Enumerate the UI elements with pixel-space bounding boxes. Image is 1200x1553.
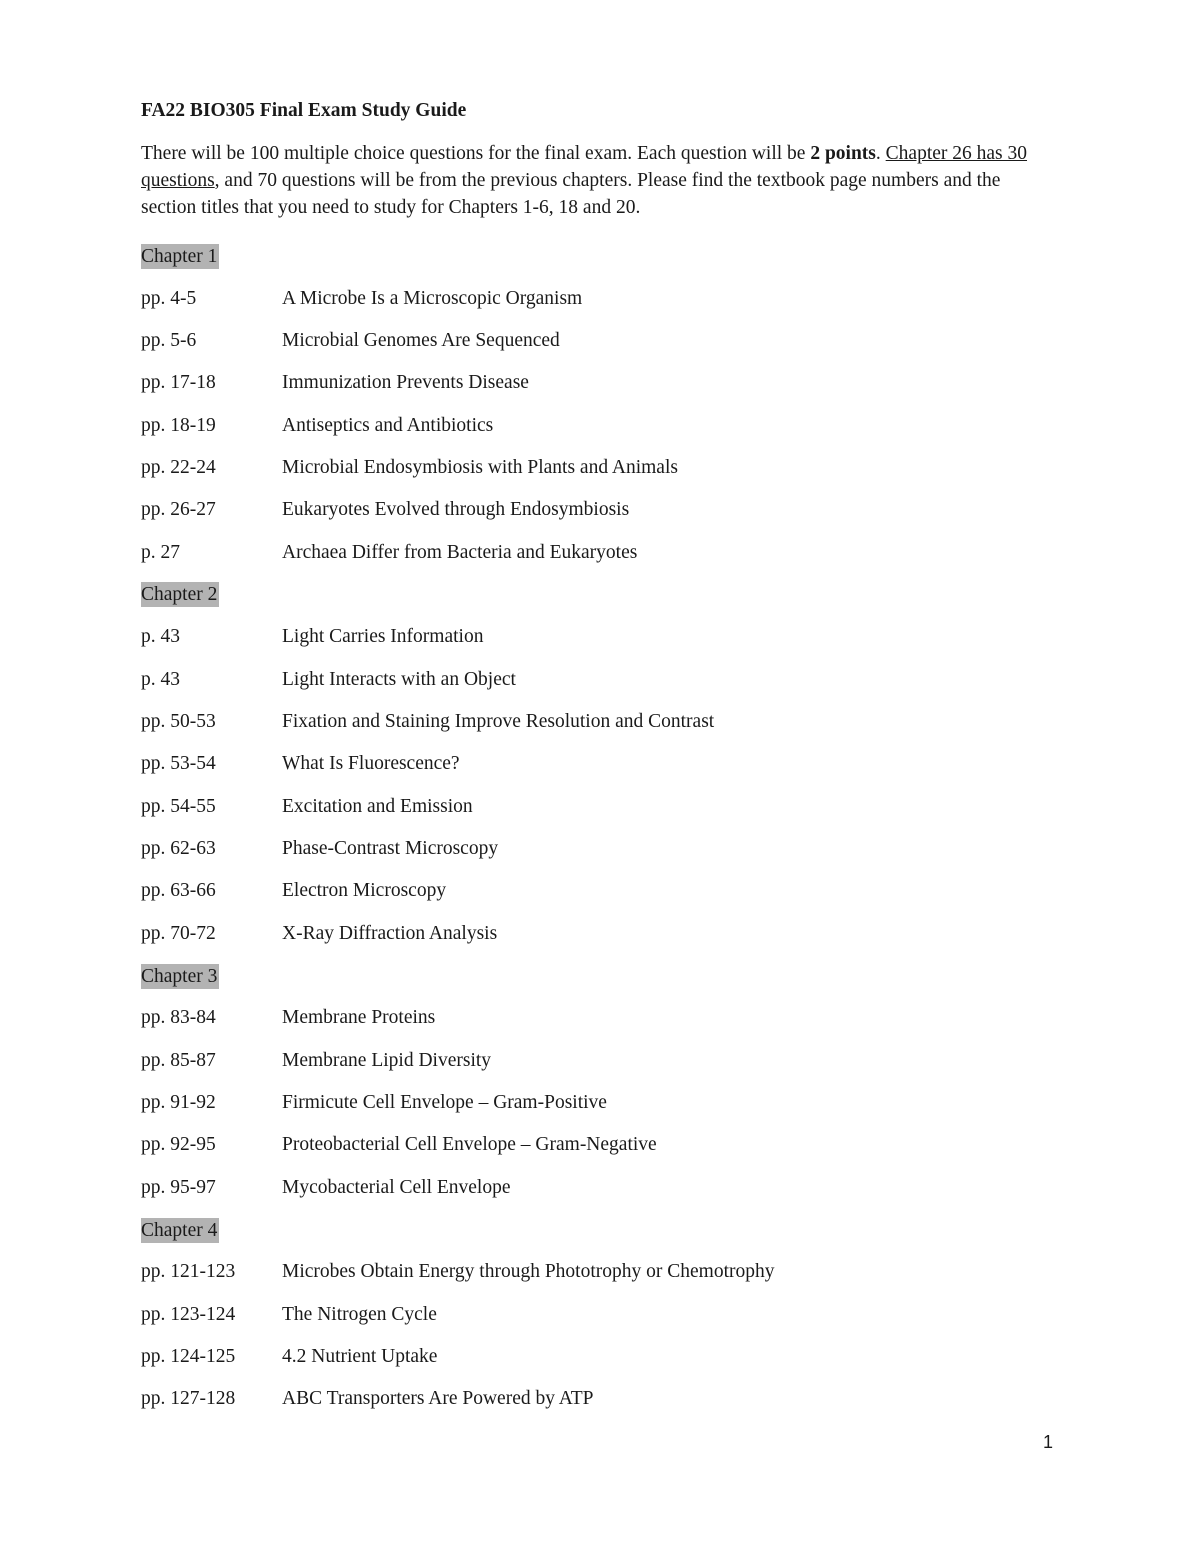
section-title: Fixation and Staining Improve Resolution and Contrast xyxy=(282,710,715,732)
list-item xyxy=(141,1336,1061,1378)
chapter-heading xyxy=(141,955,1061,997)
section-title: Excitation and Emission xyxy=(282,795,473,817)
chapter-label: Chapter 4 xyxy=(141,1219,218,1241)
section-title: Immunization Prevents Disease xyxy=(282,372,529,394)
section-title: Electron Microscopy xyxy=(282,880,447,902)
chapter-heading xyxy=(141,574,1061,616)
page-range: pp. 92-95 xyxy=(141,1134,216,1156)
page-range: pp. 127-128 xyxy=(141,1388,236,1410)
list-item xyxy=(141,1082,1061,1124)
list-item xyxy=(141,616,1061,658)
chapter-heading xyxy=(141,1209,1061,1251)
page-range: pp. 62-63 xyxy=(141,837,216,859)
list-item xyxy=(141,531,1061,573)
page-range: p. 43 xyxy=(141,626,180,648)
list-item xyxy=(141,1294,1061,1336)
list-item xyxy=(141,362,1061,404)
list-item xyxy=(141,785,1061,827)
list-item xyxy=(141,913,1061,955)
chapter-label: Chapter 3 xyxy=(141,965,218,987)
section-title: The Nitrogen Cycle xyxy=(282,1303,437,1325)
page-range: p. 43 xyxy=(141,668,180,690)
page-range: pp. 95-97 xyxy=(141,1176,216,1198)
section-title: 4.2 Nutrient Uptake xyxy=(282,1346,438,1368)
study-list xyxy=(141,235,1061,1421)
list-item xyxy=(141,828,1061,870)
section-title: Microbes Obtain Energy through Phototrophy or Chemotrophy xyxy=(282,1261,775,1283)
list-item xyxy=(141,997,1061,1039)
section-title: Firmicute Cell Envelope – Gram-Positive xyxy=(282,1092,607,1114)
list-item xyxy=(141,870,1061,912)
list-item xyxy=(141,404,1061,446)
page-range: pp. 70-72 xyxy=(141,922,216,944)
page-range: pp. 85-87 xyxy=(141,1049,216,1071)
page-range: pp. 54-55 xyxy=(141,795,216,817)
section-title: Light Interacts with an Object xyxy=(282,668,516,690)
list-item xyxy=(141,701,1061,743)
list-item xyxy=(141,658,1061,700)
page-range: pp. 5-6 xyxy=(141,329,197,351)
page-range: pp. 124-125 xyxy=(141,1346,236,1368)
section-title: Mycobacterial Cell Envelope xyxy=(282,1176,511,1198)
intro-points-bold: 2 points xyxy=(810,143,876,164)
page-range: pp. 17-18 xyxy=(141,372,216,394)
section-title: Membrane Lipid Diversity xyxy=(282,1049,492,1071)
intro-text-1: There will be 100 multiple choice questions for the final exam. Each question will be xyxy=(141,143,811,164)
page-range: pp. 53-54 xyxy=(141,753,216,775)
section-title: ABC Transporters Are Powered by ATP xyxy=(282,1388,594,1410)
section-title: Archaea Differ from Bacteria and Eukaryotes xyxy=(282,541,638,563)
page-range: pp. 50-53 xyxy=(141,710,216,732)
intro-chapter26-underlined: Chapter 26 has 30 questions xyxy=(141,143,1028,191)
section-title: Membrane Proteins xyxy=(282,1007,436,1029)
section-title: Proteobacterial Cell Envelope – Gram-Negative xyxy=(282,1134,657,1156)
section-title: A Microbe Is a Microscopic Organism xyxy=(282,287,583,309)
chapter-label: Chapter 2 xyxy=(141,584,218,606)
page-number: 1 xyxy=(1043,1432,1054,1452)
section-title: Eukaryotes Evolved through Endosymbiosis xyxy=(282,499,630,521)
page-range: pp. 91-92 xyxy=(141,1092,216,1114)
list-item xyxy=(141,1040,1061,1082)
list-item xyxy=(141,1251,1061,1293)
intro-text-3: , and 70 questions will be from the previous chapters. Please find the textbook page numbers and the section titles that you need to study for Chapters 1-6, 18 and 20. xyxy=(141,170,1001,218)
section-title: Antiseptics and Antibiotics xyxy=(282,414,494,436)
page-range: p. 27 xyxy=(141,541,180,563)
page-range: pp. 83-84 xyxy=(141,1007,216,1029)
document-title: FA22 BIO305 Final Exam Study Guide xyxy=(141,100,467,121)
intro-paragraph xyxy=(141,140,1041,221)
list-item xyxy=(141,1378,1061,1420)
page-range: pp. 26-27 xyxy=(141,499,216,521)
chapter-label: Chapter 1 xyxy=(141,245,218,267)
list-item xyxy=(141,743,1061,785)
intro-text-2: . xyxy=(875,143,886,164)
list-item xyxy=(141,1124,1061,1166)
section-title: Microbial Genomes Are Sequenced xyxy=(282,329,560,351)
section-title: What Is Fluorescence? xyxy=(282,753,460,775)
page-range: pp. 123-124 xyxy=(141,1303,236,1325)
list-item xyxy=(141,489,1061,531)
page-range: pp. 22-24 xyxy=(141,456,216,478)
section-title: Microbial Endosymbiosis with Plants and Animals xyxy=(282,456,678,478)
page-range: pp. 121-123 xyxy=(141,1261,236,1283)
list-item xyxy=(141,447,1061,489)
list-item xyxy=(141,277,1061,319)
list-item xyxy=(141,1167,1061,1209)
page-range: pp. 63-66 xyxy=(141,880,216,902)
list-item xyxy=(141,320,1061,362)
page-range: pp. 4-5 xyxy=(141,287,197,309)
section-title: Phase-Contrast Microscopy xyxy=(282,837,499,859)
page-range: pp. 18-19 xyxy=(141,414,216,436)
section-title: X-Ray Diffraction Analysis xyxy=(282,922,498,944)
section-title: Light Carries Information xyxy=(282,626,484,648)
chapter-heading xyxy=(141,235,1061,277)
